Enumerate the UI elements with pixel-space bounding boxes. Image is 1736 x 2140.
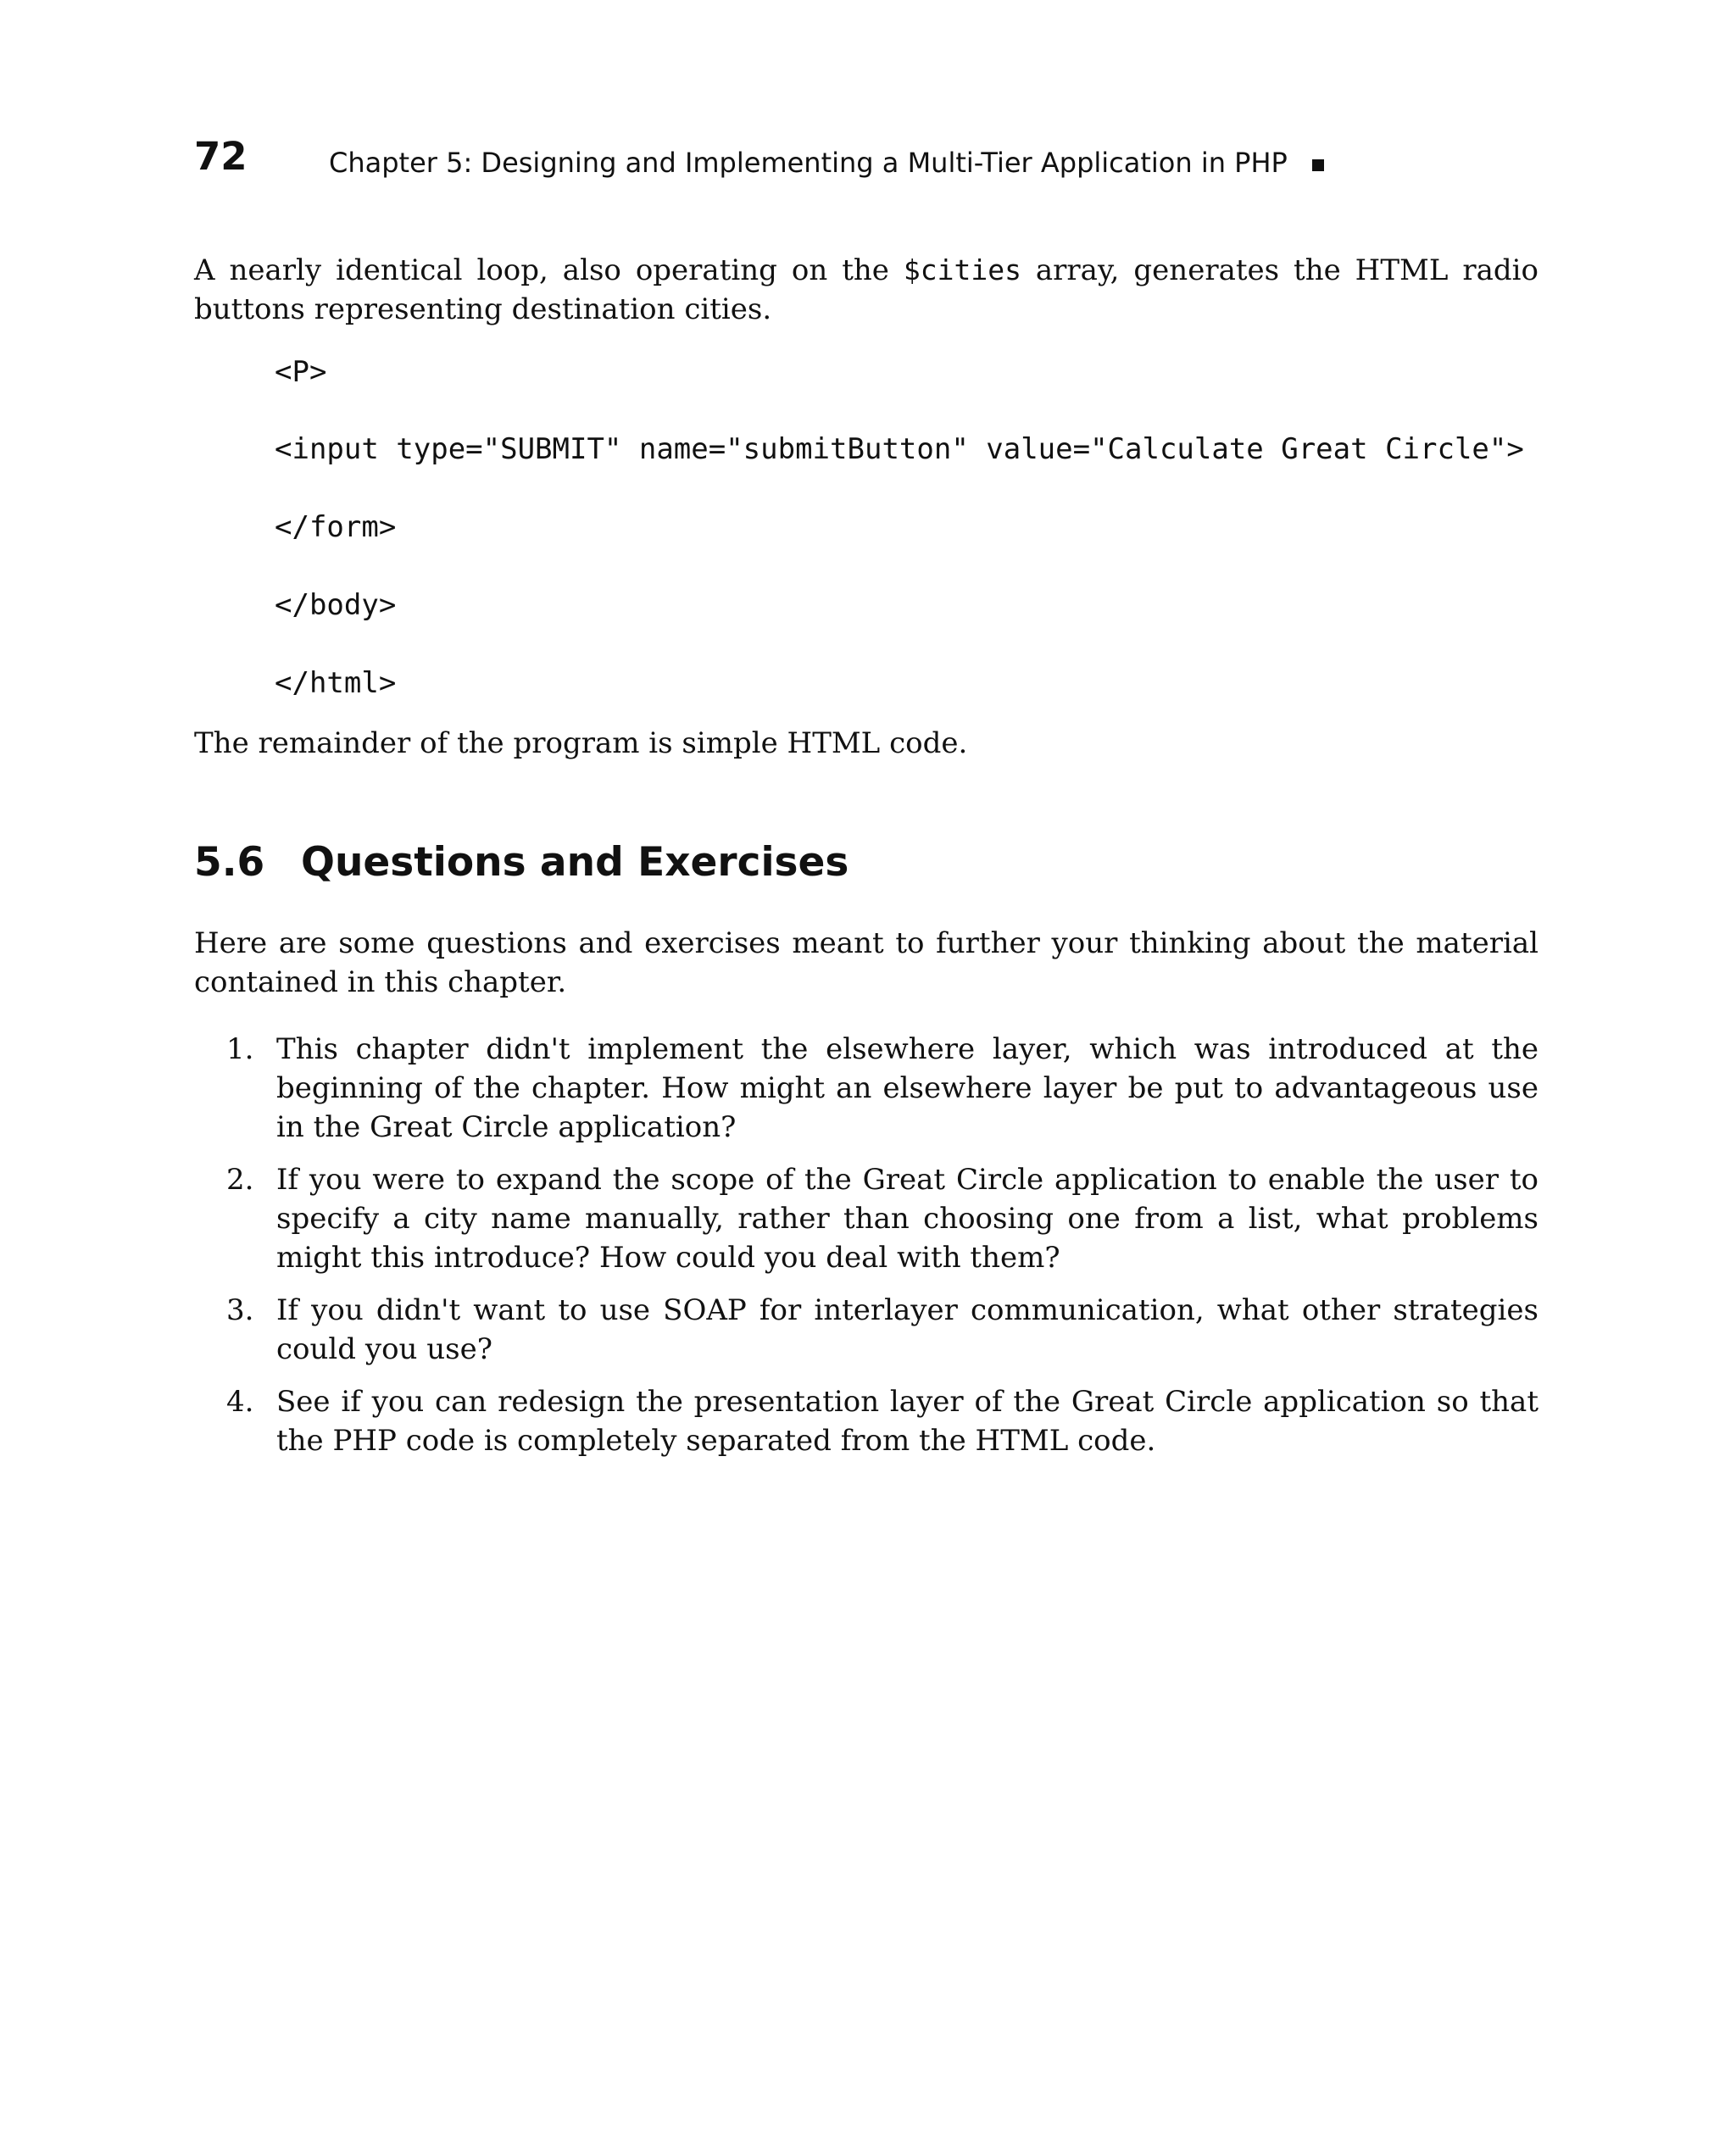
page-number: 72 bbox=[194, 134, 248, 179]
section-intro-paragraph: Here are some questions and exercises meant to further your thinking about the material contained in this chapter. bbox=[194, 926, 1538, 999]
code-line: </html> bbox=[275, 666, 397, 700]
exercise-item bbox=[194, 1382, 1538, 1460]
exercise-text: If you didn't want to use SOAP for interlayer communication, what other strategies could you use? bbox=[276, 1293, 1538, 1366]
remainder-paragraph: The remainder of the program is simple HTML code. bbox=[194, 726, 968, 760]
code-line: </body> bbox=[275, 588, 397, 622]
section-heading bbox=[194, 837, 849, 888]
exercise-list bbox=[194, 1030, 1538, 1474]
code-line: <input type="SUBMIT" name="submitButton" value="Calculate Great Circle"> bbox=[275, 432, 1524, 466]
intro-paragraph bbox=[194, 251, 1538, 329]
header-bullet-icon bbox=[1312, 159, 1324, 171]
intro-text-after: array, generates the HTML radio buttons representing destination cities. bbox=[194, 253, 1538, 326]
code-line: <P> bbox=[275, 355, 327, 389]
exercise-number: 3. bbox=[226, 1293, 254, 1327]
intro-text-before: A nearly identical loop, also operating on the bbox=[194, 253, 904, 287]
code-line: </form> bbox=[275, 510, 397, 544]
running-title: Chapter 5: Designing and Implementing a Multi-Tier Application in PHP bbox=[329, 147, 1288, 179]
exercise-text: If you were to expand the scope of the Great Circle application to enable the user to specify a city name manually, rather than choosing one from a list, what problems might this introduce? How could you deal with them? bbox=[276, 1163, 1538, 1275]
exercise-item bbox=[194, 1160, 1538, 1277]
exercise-number: 4. bbox=[226, 1385, 254, 1419]
exercise-item bbox=[194, 1030, 1538, 1147]
exercise-item bbox=[194, 1291, 1538, 1369]
section-number: 5.6 bbox=[194, 839, 265, 886]
exercise-text: See if you can redesign the presentation layer of the Great Circle application so that the PHP code is completely separated from the HTML code. bbox=[276, 1385, 1538, 1458]
exercise-number: 1. bbox=[226, 1032, 254, 1066]
section-title: Questions and Exercises bbox=[301, 839, 849, 886]
exercise-text: This chapter didn't implement the elsewhere layer, which was introduced at the beginning of the chapter. How might an elsewhere layer be put to advantageous use in the Great Circle application? bbox=[276, 1032, 1538, 1144]
exercise-number: 2. bbox=[226, 1163, 254, 1197]
cities-code-term: $cities bbox=[903, 253, 1021, 286]
